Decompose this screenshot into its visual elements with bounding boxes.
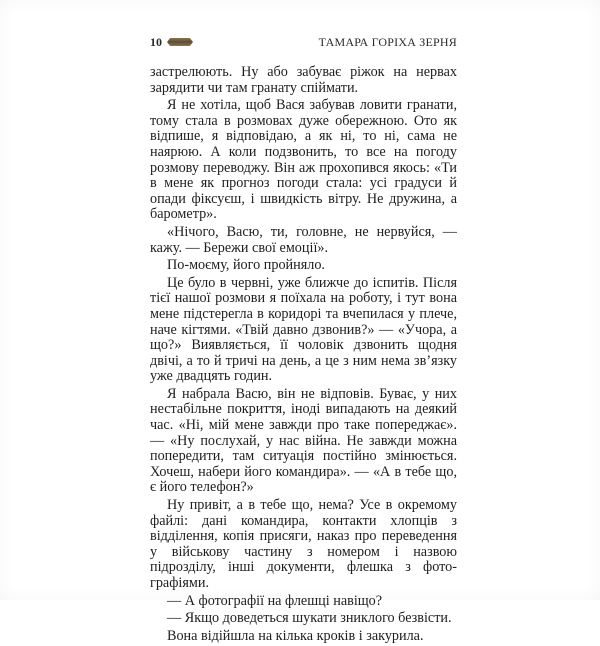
ornament-icon [167, 38, 193, 46]
paragraph: Ну привіт, а в тебе що, нема? Усе в окремому файлі: дані командира, контакти хлопців з відділення, копія присяги, наказ про переведення у військову частину з номером і назвою підрозділу, інші документи, флешка з фотографіями. [150, 497, 457, 591]
paragraph: Вона відійшла на кілька кроків і закурила. [167, 627, 424, 644]
dialogue-line: — А фотографії на флешці навіщо? [167, 592, 383, 609]
running-title: ТАМАРА ГОРІХА ЗЕРНЯ [318, 35, 457, 49]
dialogue-line: — Якщо доведеться шукати зниклого безвісти. [167, 610, 452, 627]
paragraph: По-моєму, його пройняло. [167, 257, 325, 274]
paragraph: Я не хотіла, щоб Вася забував ловити гранати, тому стала в розмовах дуже обережною. Ото як відпише, я відповідаю, а як ні, то ні, сама не наярюю. А коли подзвонить, то все на погоду розмову переводжу. Він аж прохопився якось: «Ти в мене як прогноз погоди стала: усі градуси й опади фіксуєш, і швидкість вітру. Не дружина, а барометр». [150, 97, 457, 223]
paragraph: застрелюють. Ну або забуває ріжок на нервах зарядити чи там гранату спіймати. [150, 64, 457, 96]
paragraph: Це було в червні, уже ближче до іспитів. Після тієї нашої розмови я поїхала на роботу, і тут вона мене підстерегла в коридорі та вчепилася у плече, наче кігтями. «Твій давно дзвонив?» — «Учора, а що?» Виявляється, її чоловік дзвонить щодня двічі, а то й тричі на день, а це з ним нема зв’язку уже двадцять годин. [150, 274, 457, 385]
page-number: 10 [150, 35, 162, 49]
paragraph: «Нічого, Васю, ти, головне, не нервуйся, — кажу. — Бережи свої емоції». [150, 223, 457, 256]
body-text [150, 65, 457, 646]
paragraph: Я набрала Васю, він не відповів. Буває, у них нестабільне покриття, іноді випадають на деякий час. «Ні, мій мене завжди про таке попереджає». — «Ну послухай, у нас війна. Не завжди можна попередити, там ситуація постійно змінюється. Хочеш, набери його командира». — «А в тебе що, є його телефон?» [150, 385, 457, 496]
page-header [150, 34, 457, 50]
